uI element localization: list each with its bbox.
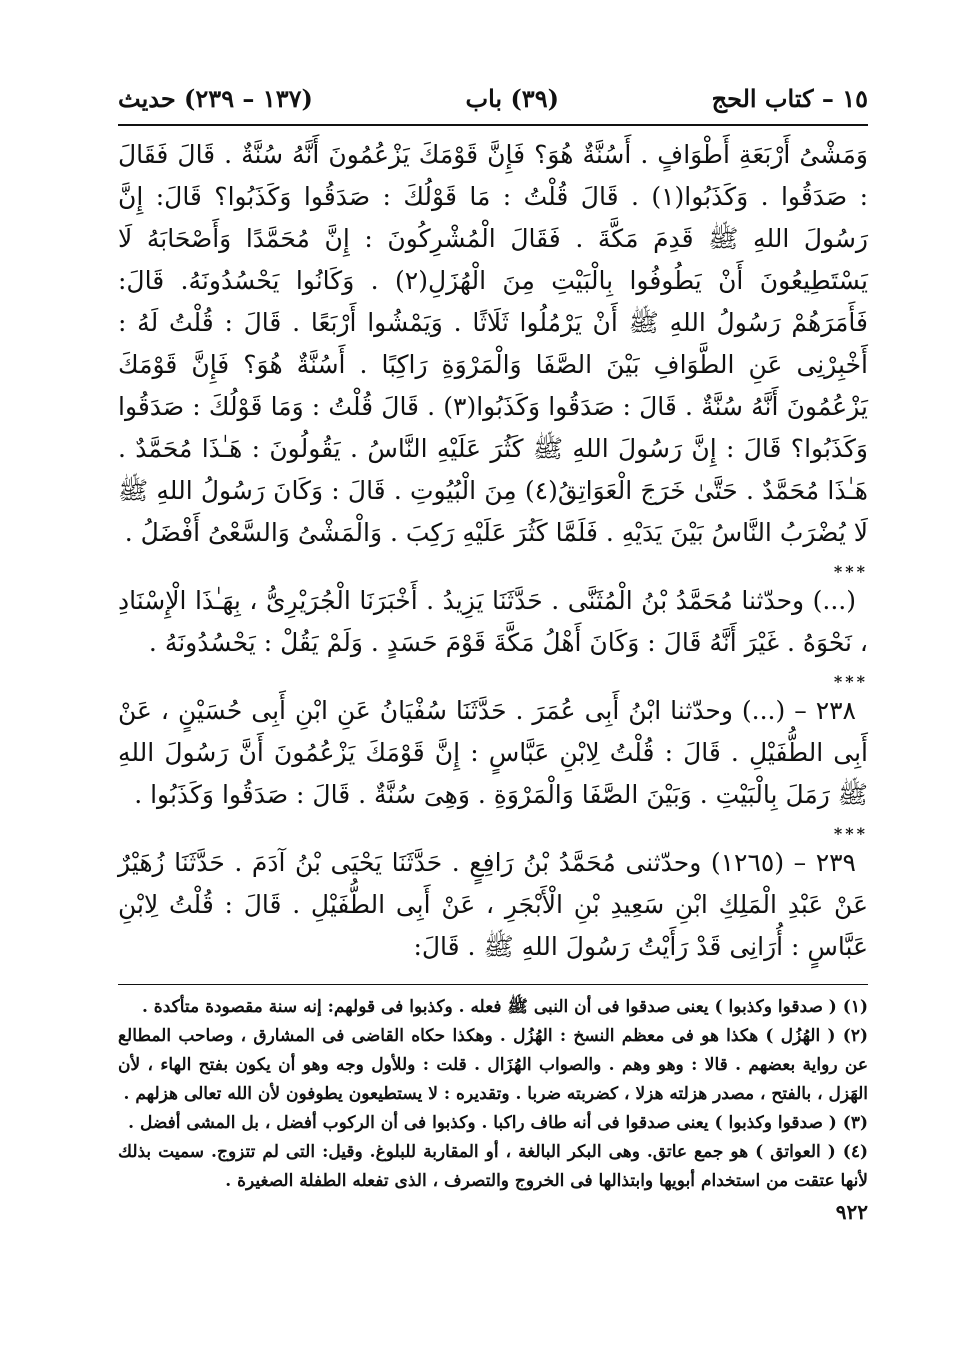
running-header (118, 78, 868, 118)
footnote: (٣) ( صدقوا وكذبوا ) يعنى صدقوا فى أنه طاف راكبا . وكذبوا فى أن الركوب أفضل ، بل المشى أفضل . (128, 1113, 868, 1133)
chapter-title: (٣٩) باب (465, 83, 559, 113)
section-separator: *** (833, 824, 868, 843)
header-rule (118, 124, 868, 126)
section-separator: *** (833, 562, 868, 581)
main-text (118, 134, 868, 968)
hadith-paragraph: ٢٣٨ – (...) وحدّثنا ابْنُ أَبِى عُمَرَ . حَدَّثَنَا سُفْيَانُ عَنِ ابْنِ أَبِى حُسَيْنٍ ، عَنْ أَبِى الطُّفَيْلِ . قَالَ : قُلْتُ لِابْنِ عَبَّاسٍ : إِنَّ قَوْمَكَ يَزْعُمُونَ أَنَّ رَسُولَ اللهِ ﷺ رَمَلَ بِالْبَيْتِ . وَبَيْنَ الصَّفَا وَالْمَرْوَةِ . وَهِىَ سُنَّةٌ . قَالَ : صَدَقُوا وَكَذَبُوا . (118, 696, 868, 809)
footnote: (١) ( صدقوا وكذبوا ) يعنى صدقوا فى أن النبى ﷺ فعله . وكذبوا فى قولهم: إنه سنة مقصودة متأكدة . (141, 997, 868, 1017)
footnote: (٢) ( الهُزُل ) هكذا هو فى معظم النسخ : الهُزُل . وهكذا حكاه القاضى فى المشارق ، وصاحب المطالع عن رواية بعضهم . قالا : وهو وهم . والصواب الهُزَال . قلت : وللأول وجه وهو أن يكون بفتح الهاء ، لأن الهَزل ، بالفتح ، مصدر هزلته هزلا ، كضربته ضربا . وتقديره : لا يستطيعون يطوفون لأن الله تعالى هزلهم . (118, 1026, 868, 1104)
hadith-paragraph: وَمَشْىُ أَرْبَعَةِ أَطْوَافٍ . أَسُنَّةٌ هُوَ؟ فَإِنَّ قَوْمَكَ يَزْعُمُونَ أَنَّهُ سُنَّةٌ . قَالَ فَقَالَ : صَدَقُوا . وَكَذَبُوا(١) . قَالَ قُلْتُ : مَا قَوْلُكَ : صَدَقُوا وَكَذَبُوا؟ قَالَ: إِنَّ رَسُولَ اللهِ ﷺ قَدِمَ مَكَّةَ . فَقَالَ الْمُشْرِكُونَ : إِنَّ مُحَمَّدًا وَأَصْحَابَهُ لَا يَسْتَطِيعُونَ أَنْ يَطُوفُوا بِالْبَيْتِ مِنَ الْهُزَلِ(٢) . وَكَانُوا يَحْسُدُونَهُ. قَالَ: فَأَمَرَهُمْ رَسُولُ اللهِ ﷺ أَنْ يَرْمُلُوا ثَلَاثًا . وَيَمْشُوا أَرْبَعًا . قَالَ : قُلْتُ لَهُ : أَخْبِرْنِى عَنِ الطَّوَافِ بَيْنَ الصَّفَا وَالْمَرْوَةِ رَاكِبًا . أَسُنَّةٌ هُوَ؟ فَإِنَّ قَوْمَكَ يَزْعُمُونَ أَنَّهُ سُنَّةٌ . قَالَ : صَدَقُوا وَكَذَبُوا(٣) . قَالَ قُلْتُ : وَمَا قَوْلُكَ : صَدَقُوا وَكَذَبُوا؟ قَالَ : إِنَّ رَسُولَ اللهِ ﷺ كَثُرَ عَلَيْهِ النَّاسُ . يَقُولُونَ : هَـٰذَا مُحَمَّدٌ . هَـٰذَا مُحَمَّدٌ . حَتَّىٰ خَرَجَ الْعَوَاتِقُ(٤) مِنَ الْبُيُوتِ . قَالَ : وَكَانَ رَسُولُ اللهِ ﷺ لَا يُضْرَبُ النَّاسُ بَيْنَ يَدَيْهِ . فَلَمَّا كَثُرَ عَلَيْهِ رَكِبَ . وَالْمَشْىُ وَالسَّعْىُ أَفْضَلُ . (118, 140, 868, 547)
footnote: (٤) ( العواتق ) هو جمع عاتق. وهى البكر البالغة ، أو المقاربة للبلوغ. وقيل: التى لم تتزوج. سميت بذلك لأنها عتقت من استخدام أبويها وابتذالها فى الخروج والتصرف ، الذى تفعله الطفلة الصغيرة . (118, 1142, 868, 1191)
hadith-paragraph: ٢٣٩ – (١٢٦٥) وحدّثنى مُحَمَّدُ بْنُ رَافِعٍ . حَدَّثَنَا يَحْيَى بْنُ آدَمَ . حَدَّثَنَا زُهَيْرٌ عَنْ عَبْدِ الْمَلِكِ ابْنِ سَعِيدِ بْنِ الْأَبْجَرِ ، عَنْ أَبِى الطُّفَيْلِ . قَالَ : قُلْتُ لِابْنِ عَبَّاسٍ : أُرَانِى قَدْ رَأَيْتُ رَسُولَ اللهِ ﷺ . قَالَ: (118, 848, 868, 961)
section-separator: *** (833, 672, 868, 691)
hadith-paragraph: (...) وحدّثنا مُحَمَّدُ بْنُ الْمُثَنَّى . حَدَّثَنَا يَزِيدُ . أَخْبَرَنَا الْجُرَيْرِىُّ ، بِهَـٰذَا الْإِسْنَادِ ، نَحْوَهُ . غَيْرَ أَنَّهُ قَالَ : وَكَانَ أَهْلُ مَكَّةَ قَوْمَ حَسَدٍ . وَلَمْ يَقُلْ : يَحْسُدُونَهُ . (118, 586, 868, 657)
hadith-range: (١٣٧ – ٢٣٩) حديث (118, 83, 313, 113)
footnote-rule (118, 984, 868, 985)
page-number: ٩٢٢ (835, 1200, 868, 1224)
book-title: ١٥ – كتاب الحج (711, 83, 868, 113)
footnotes (118, 993, 868, 1196)
